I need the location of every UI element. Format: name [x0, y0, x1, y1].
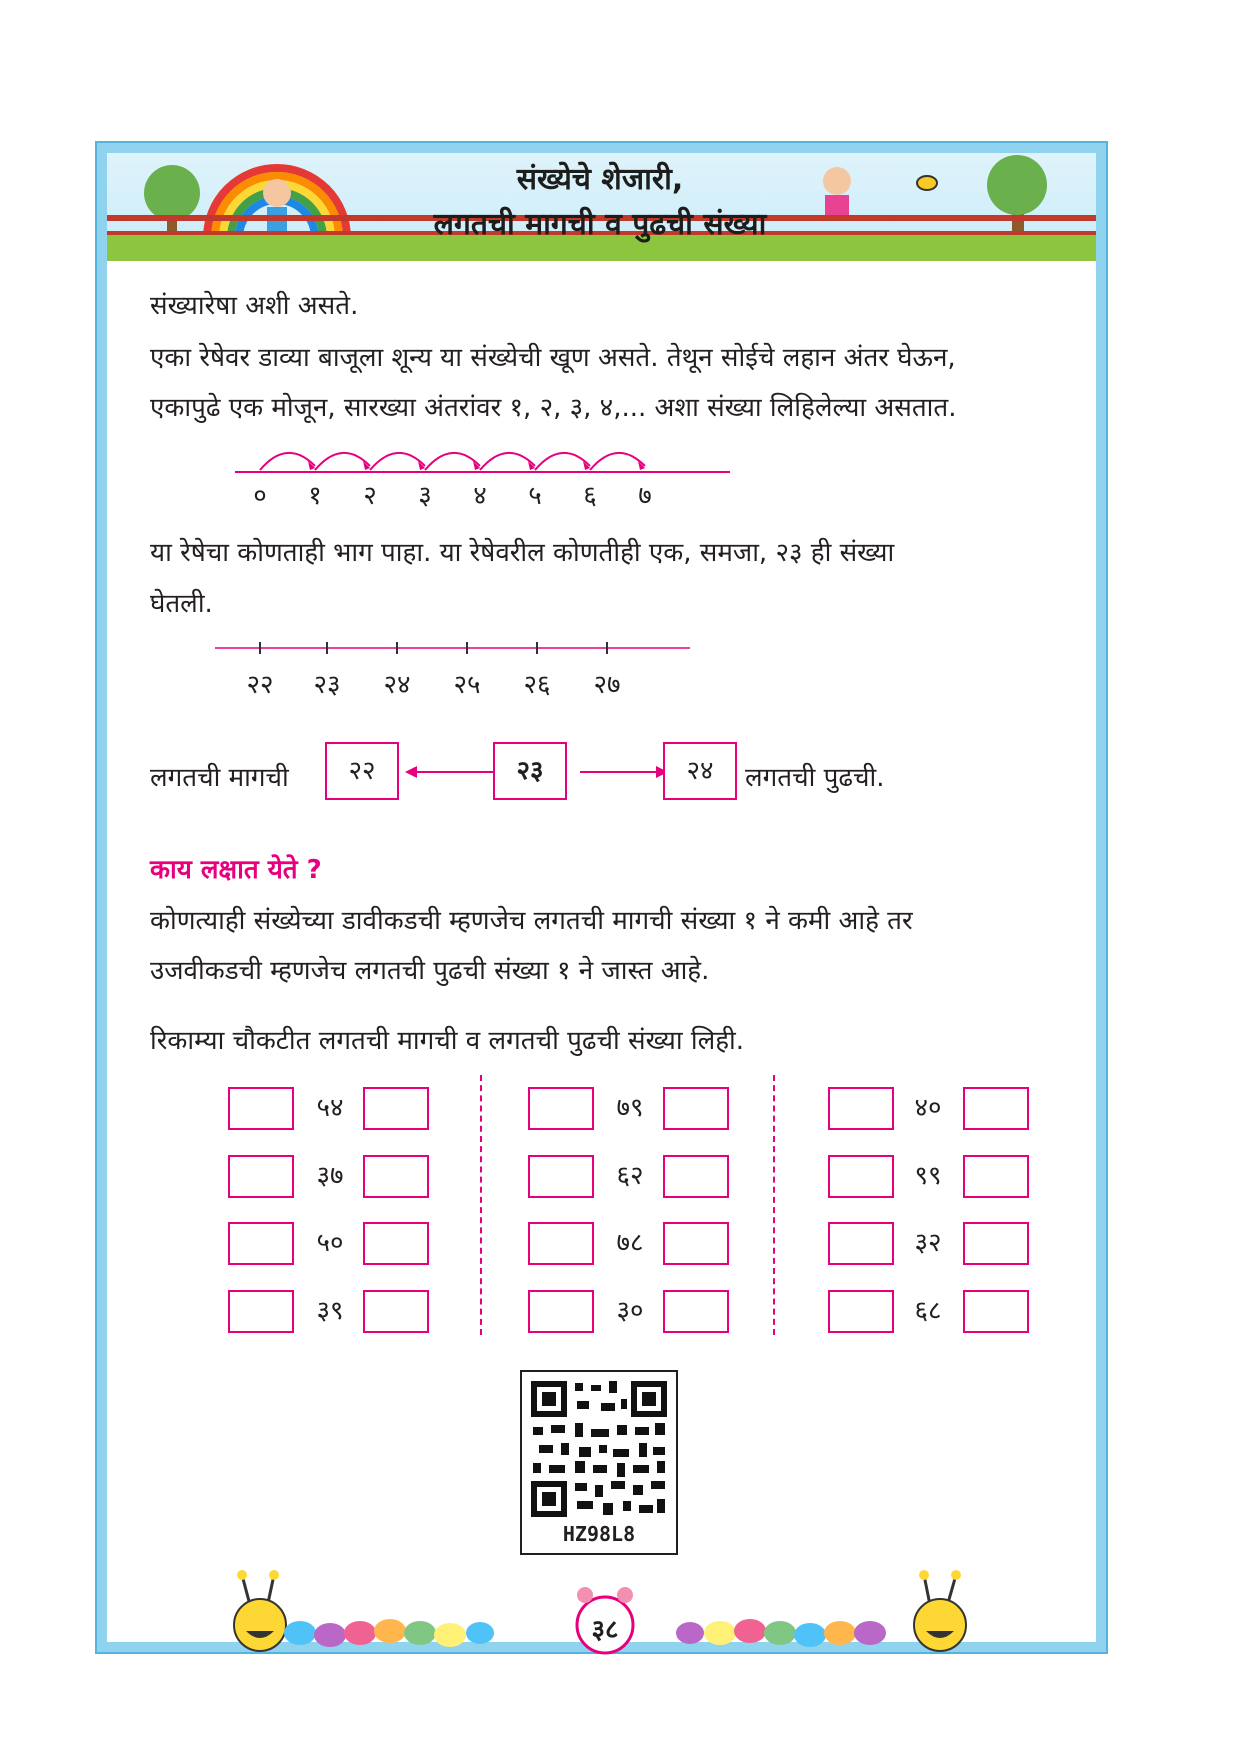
line1-label-0: ० [253, 481, 267, 511]
answer-box-before[interactable] [828, 1155, 894, 1198]
caterpillar-body-right [676, 1619, 886, 1647]
line2-label-24: २४ [383, 670, 411, 700]
exercise-number: ३९ [316, 1296, 344, 1326]
line1-label-6: ६ [583, 481, 597, 511]
exercise-instruction: रिकाम्या चौकटीत लगतची मागची व लगतची पुढची संख्या लिही. [150, 1026, 745, 1056]
answer-box-before[interactable] [528, 1290, 594, 1333]
page-title-line1: संख्येचे शेजारी, [516, 162, 684, 197]
exercise-number: ६२ [616, 1161, 644, 1191]
exercise-number: ३० [616, 1296, 644, 1326]
next-value-box: २४ [663, 742, 737, 800]
exercise-number: ३७ [316, 1161, 344, 1191]
answer-box-before[interactable] [828, 1222, 894, 1265]
part-line-2: घेतली. [150, 589, 213, 619]
answer-box-after[interactable] [963, 1087, 1029, 1130]
line2-label-27: २७ [593, 670, 621, 700]
exercise-number: ३२ [914, 1228, 942, 1258]
part-line-1: या रेषेचा कोणताही भाग पाहा. या रेषेवरील कोणतीही एक, समजा, २३ ही संख्या [150, 538, 895, 568]
line1-label-1: १ [308, 481, 322, 511]
next-label: लगतची पुढची. [745, 763, 885, 793]
column-divider [773, 1075, 775, 1335]
answer-box-before[interactable] [228, 1290, 294, 1333]
line1-label-2: २ [363, 481, 377, 511]
qr-code-label: HZ98L8 [562, 1522, 636, 1546]
answer-box-before[interactable] [228, 1155, 294, 1198]
line2-label-26: २६ [523, 670, 551, 700]
column-divider [480, 1075, 482, 1335]
page-title-line2: लगतची मागची व पुढची संख्या [433, 207, 767, 242]
answer-box-before[interactable] [228, 1087, 294, 1130]
qr-code-icon [531, 1381, 667, 1517]
caterpillar-right-icon [914, 1570, 966, 1651]
intro-line-3: एकापुढे एक मोजून, सारख्या अंतरांवर १, २, ३, ४,... अशा संख्या लिहिलेल्या असतात. [150, 393, 957, 423]
answer-box-after[interactable] [363, 1155, 429, 1198]
answer-box-before[interactable] [528, 1087, 594, 1130]
answer-box-after[interactable] [963, 1222, 1029, 1265]
answer-box-before[interactable] [528, 1222, 594, 1265]
line1-label-5: ५ [528, 481, 542, 511]
tree-icon [987, 155, 1047, 243]
answer-box-after[interactable] [363, 1222, 429, 1265]
right-arrow-icon [580, 762, 670, 782]
answer-box-after[interactable] [963, 1155, 1029, 1198]
answer-box-before[interactable] [828, 1087, 894, 1130]
exercise-number: ५४ [316, 1093, 344, 1123]
page-number: ३८ [591, 1615, 619, 1645]
answer-box-after[interactable] [663, 1087, 729, 1130]
line1-label-4: ४ [473, 481, 487, 511]
exercise-number: ६८ [914, 1296, 942, 1326]
observe-line-1: कोणत्याही संख्येच्या डावीकडची म्हणजेच लगतची मागची संख्या १ ने कमी आहे तर [150, 906, 913, 936]
current-value-box: २३ [493, 742, 567, 800]
answer-box-after[interactable] [663, 1290, 729, 1333]
answer-box-after[interactable] [663, 1155, 729, 1198]
answer-box-after[interactable] [363, 1290, 429, 1333]
prev-value-box: २२ [325, 742, 399, 800]
answer-box-after[interactable] [963, 1290, 1029, 1333]
line2-label-22: २२ [246, 670, 274, 700]
number-line-segment [215, 640, 695, 660]
line1-label-3: ३ [418, 481, 432, 511]
intro-line-1: संख्यारेषा अशी असते. [150, 291, 359, 321]
exercise-number: ७८ [616, 1228, 644, 1258]
line1-label-7: ७ [638, 481, 652, 511]
line2-label-25: २५ [453, 670, 481, 700]
bee-icon [917, 176, 937, 190]
observe-line-2: उजवीकडची म्हणजेच लगतची पुढची संख्या १ ने जास्त आहे. [150, 956, 710, 986]
exercise-number: ४० [914, 1093, 942, 1123]
intro-line-2: एका रेषेवर डाव्या बाजूला शून्य या संख्येची खूण असते. तेथून सोईचे लहान अंतर घेऊन, [150, 343, 956, 373]
exercise-number: ५० [316, 1228, 344, 1258]
line2-label-23: २३ [313, 670, 341, 700]
answer-box-after[interactable] [363, 1087, 429, 1130]
answer-box-before[interactable] [528, 1155, 594, 1198]
caterpillar-left-icon [234, 1570, 286, 1651]
exercise-number: ९९ [914, 1161, 942, 1191]
qr-code-frame[interactable] [520, 1370, 678, 1555]
observe-heading: काय लक्षात येते ? [150, 855, 322, 885]
caterpillar-body-left [284, 1619, 494, 1647]
prev-label: लगतची मागची [150, 763, 289, 793]
exercise-number: ७९ [616, 1093, 644, 1123]
answer-box-before[interactable] [228, 1222, 294, 1265]
answer-box-after[interactable] [663, 1222, 729, 1265]
answer-box-before[interactable] [828, 1290, 894, 1333]
left-arrow-icon [405, 762, 495, 782]
